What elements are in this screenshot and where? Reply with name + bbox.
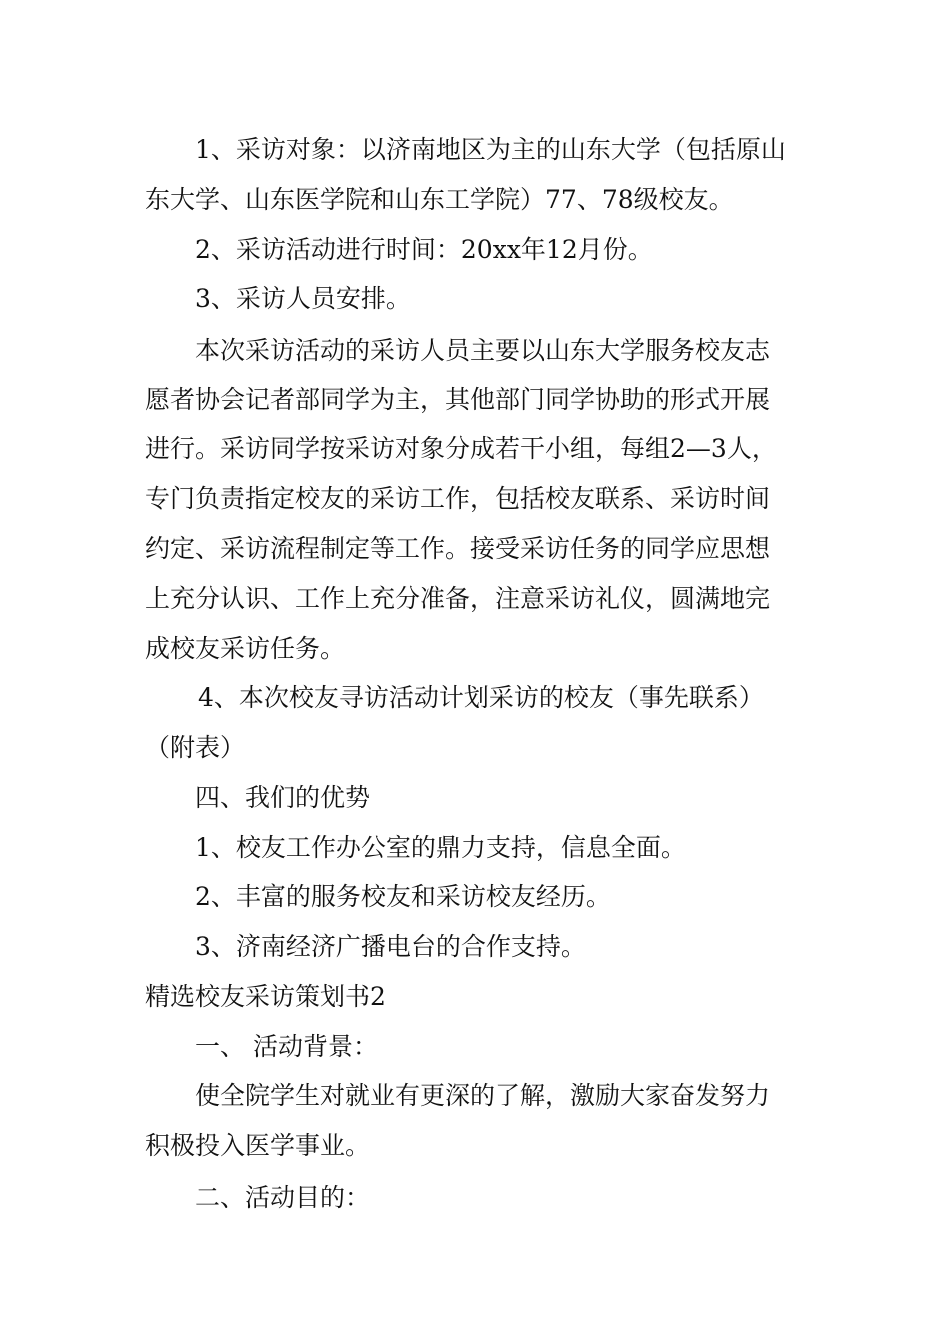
- paragraph-line: 上充分认识、工作上充分准备，注意采访礼仪，圆满地完: [145, 584, 771, 613]
- paragraph-line: 2、采访活动进行时间：20xx年12月份。: [195, 235, 653, 264]
- paragraph-line: 东大学、山东医学院和山东工学院）77、78级校友。: [145, 185, 734, 214]
- paragraph-line: 本次采访活动的采访人员主要以山东大学服务校友志: [195, 336, 771, 365]
- document-subtitle: 精选校友采访策划书2: [145, 982, 386, 1011]
- section-heading: 二、活动目的：: [195, 1183, 371, 1212]
- paragraph-line: 进行。采访同学按采访对象分成若干小组，每组2—3人，: [145, 434, 777, 463]
- paragraph-line: 2、丰富的服务校友和采访校友经历。: [195, 882, 611, 911]
- paragraph-line: 成校友采访任务。: [145, 634, 346, 663]
- paragraph-line: 约定、采访流程制定等工作。接受采访任务的同学应思想: [145, 534, 771, 563]
- paragraph-line: （附表）: [145, 733, 246, 762]
- paragraph-line: 专门负责指定校友的采访工作，包括校友联系、采访时间: [145, 484, 771, 513]
- paragraph-line: 4、本次校友寻访活动计划采访的校友（事先联系）: [198, 683, 764, 712]
- paragraph-line: 积极投入医学事业。: [145, 1131, 371, 1160]
- paragraph-line: 3、采访人员安排。: [195, 284, 411, 313]
- paragraph-line: 使全院学生对就业有更深的了解，激励大家奋发努力: [195, 1081, 771, 1110]
- section-heading: 四、我们的优势: [195, 783, 371, 812]
- paragraph-line: 1、采访对象：以济南地区为主的山东大学（包括原山: [195, 135, 786, 164]
- paragraph-line: 1、校友工作办公室的鼎力支持，信息全面。: [195, 833, 686, 862]
- section-heading: 一、 活动背景：: [195, 1032, 378, 1061]
- paragraph-line: 3、济南经济广播电台的合作支持。: [195, 932, 586, 961]
- paragraph-line: 愿者协会记者部同学为主，其他部门同学协助的形式开展: [145, 385, 771, 414]
